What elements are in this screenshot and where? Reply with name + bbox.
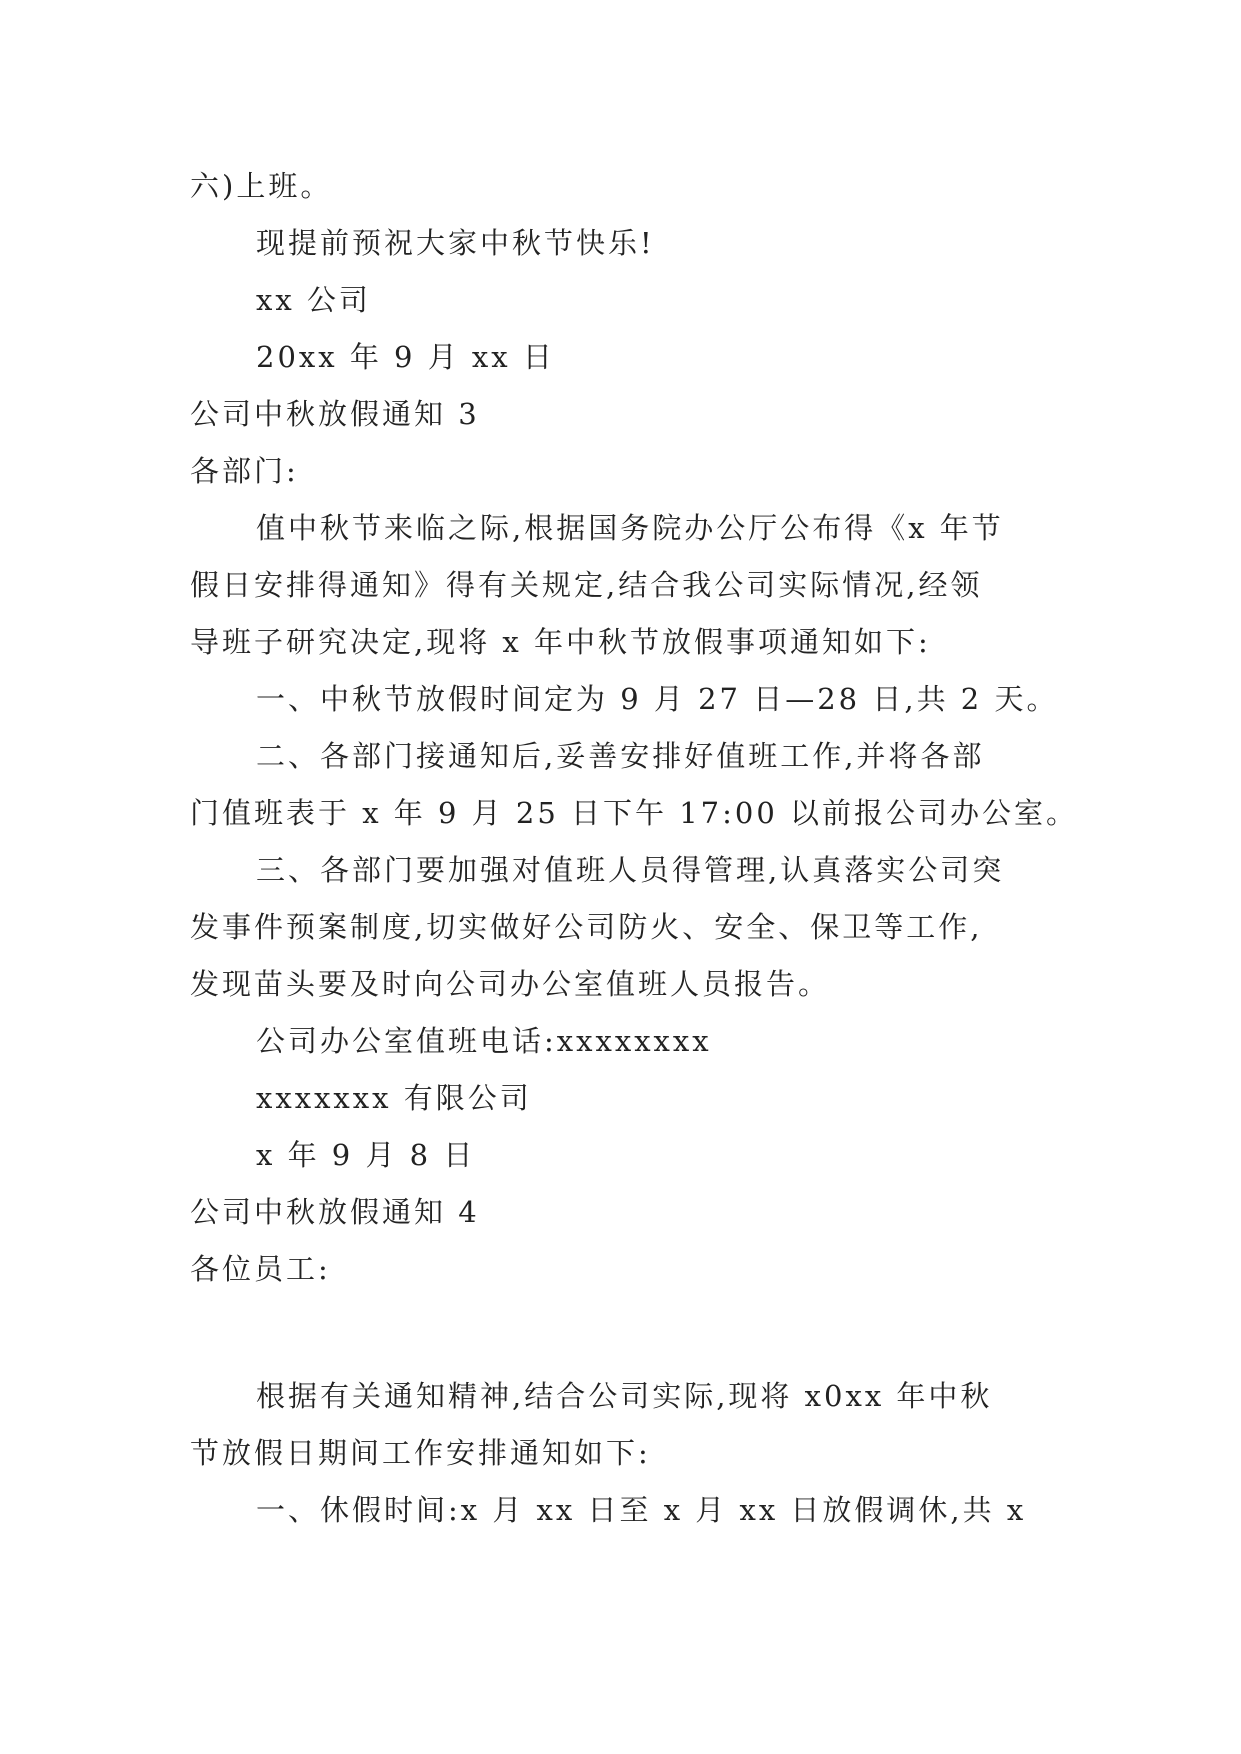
paragraph-line: 节放假日期间工作安排通知如下: xyxy=(190,1436,651,1470)
paragraph-line: 导班子研究决定,现将 x 年中秋节放假事项通知如下: xyxy=(190,625,931,659)
notice-heading-4: 公司中秋放假通知 4 xyxy=(190,1195,480,1229)
salutation: 各位员工: xyxy=(190,1252,331,1286)
duty-phone: 公司办公室值班电话:xxxxxxxx xyxy=(256,1024,712,1058)
list-item-3-cont: 发现苗头要及时向公司办公室值班人员报告。 xyxy=(190,967,831,1001)
list-item-1: 一、休假时间:x 月 xx 日至 x 月 xx 日放假调休,共 x xyxy=(256,1493,1027,1527)
paragraph-line: 值中秋节来临之际,根据国务院办公厅公布得《x 年节 xyxy=(256,511,1004,545)
list-item-1: 一、中秋节放假时间定为 9 月 27 日—28 日,共 2 天。 xyxy=(256,682,1059,716)
greeting-line: 现提前预祝大家中秋节快乐! xyxy=(256,226,655,260)
signature-date: 20xx 年 9 月 xx 日 xyxy=(256,340,555,374)
signature-company: xx 公司 xyxy=(256,283,371,317)
signature-company: xxxxxxx 有限公司 xyxy=(256,1081,532,1115)
list-item-3: 三、各部门要加强对值班人员得管理,认真落实公司突 xyxy=(256,853,1005,887)
list-item-2: 二、各部门接通知后,妥善安排好值班工作,并将各部 xyxy=(256,739,985,773)
text-line: 六)上班。 xyxy=(190,169,333,203)
list-item-2-cont: 门值班表于 x 年 9 月 25 日下午 17:00 以前报公司办公室。 xyxy=(190,796,1079,830)
paragraph-line: 根据有关通知精神,结合公司实际,现将 x0xx 年中秋 xyxy=(256,1379,993,1413)
list-item-3-cont: 发事件预案制度,切实做好公司防火、安全、保卫等工作, xyxy=(190,910,983,944)
paragraph-line: 假日安排得通知》得有关规定,结合我公司实际情况,经领 xyxy=(190,568,983,602)
salutation: 各部门: xyxy=(190,454,299,488)
signature-date: x 年 9 月 8 日 xyxy=(256,1138,476,1172)
notice-heading-3: 公司中秋放假通知 3 xyxy=(190,397,480,431)
